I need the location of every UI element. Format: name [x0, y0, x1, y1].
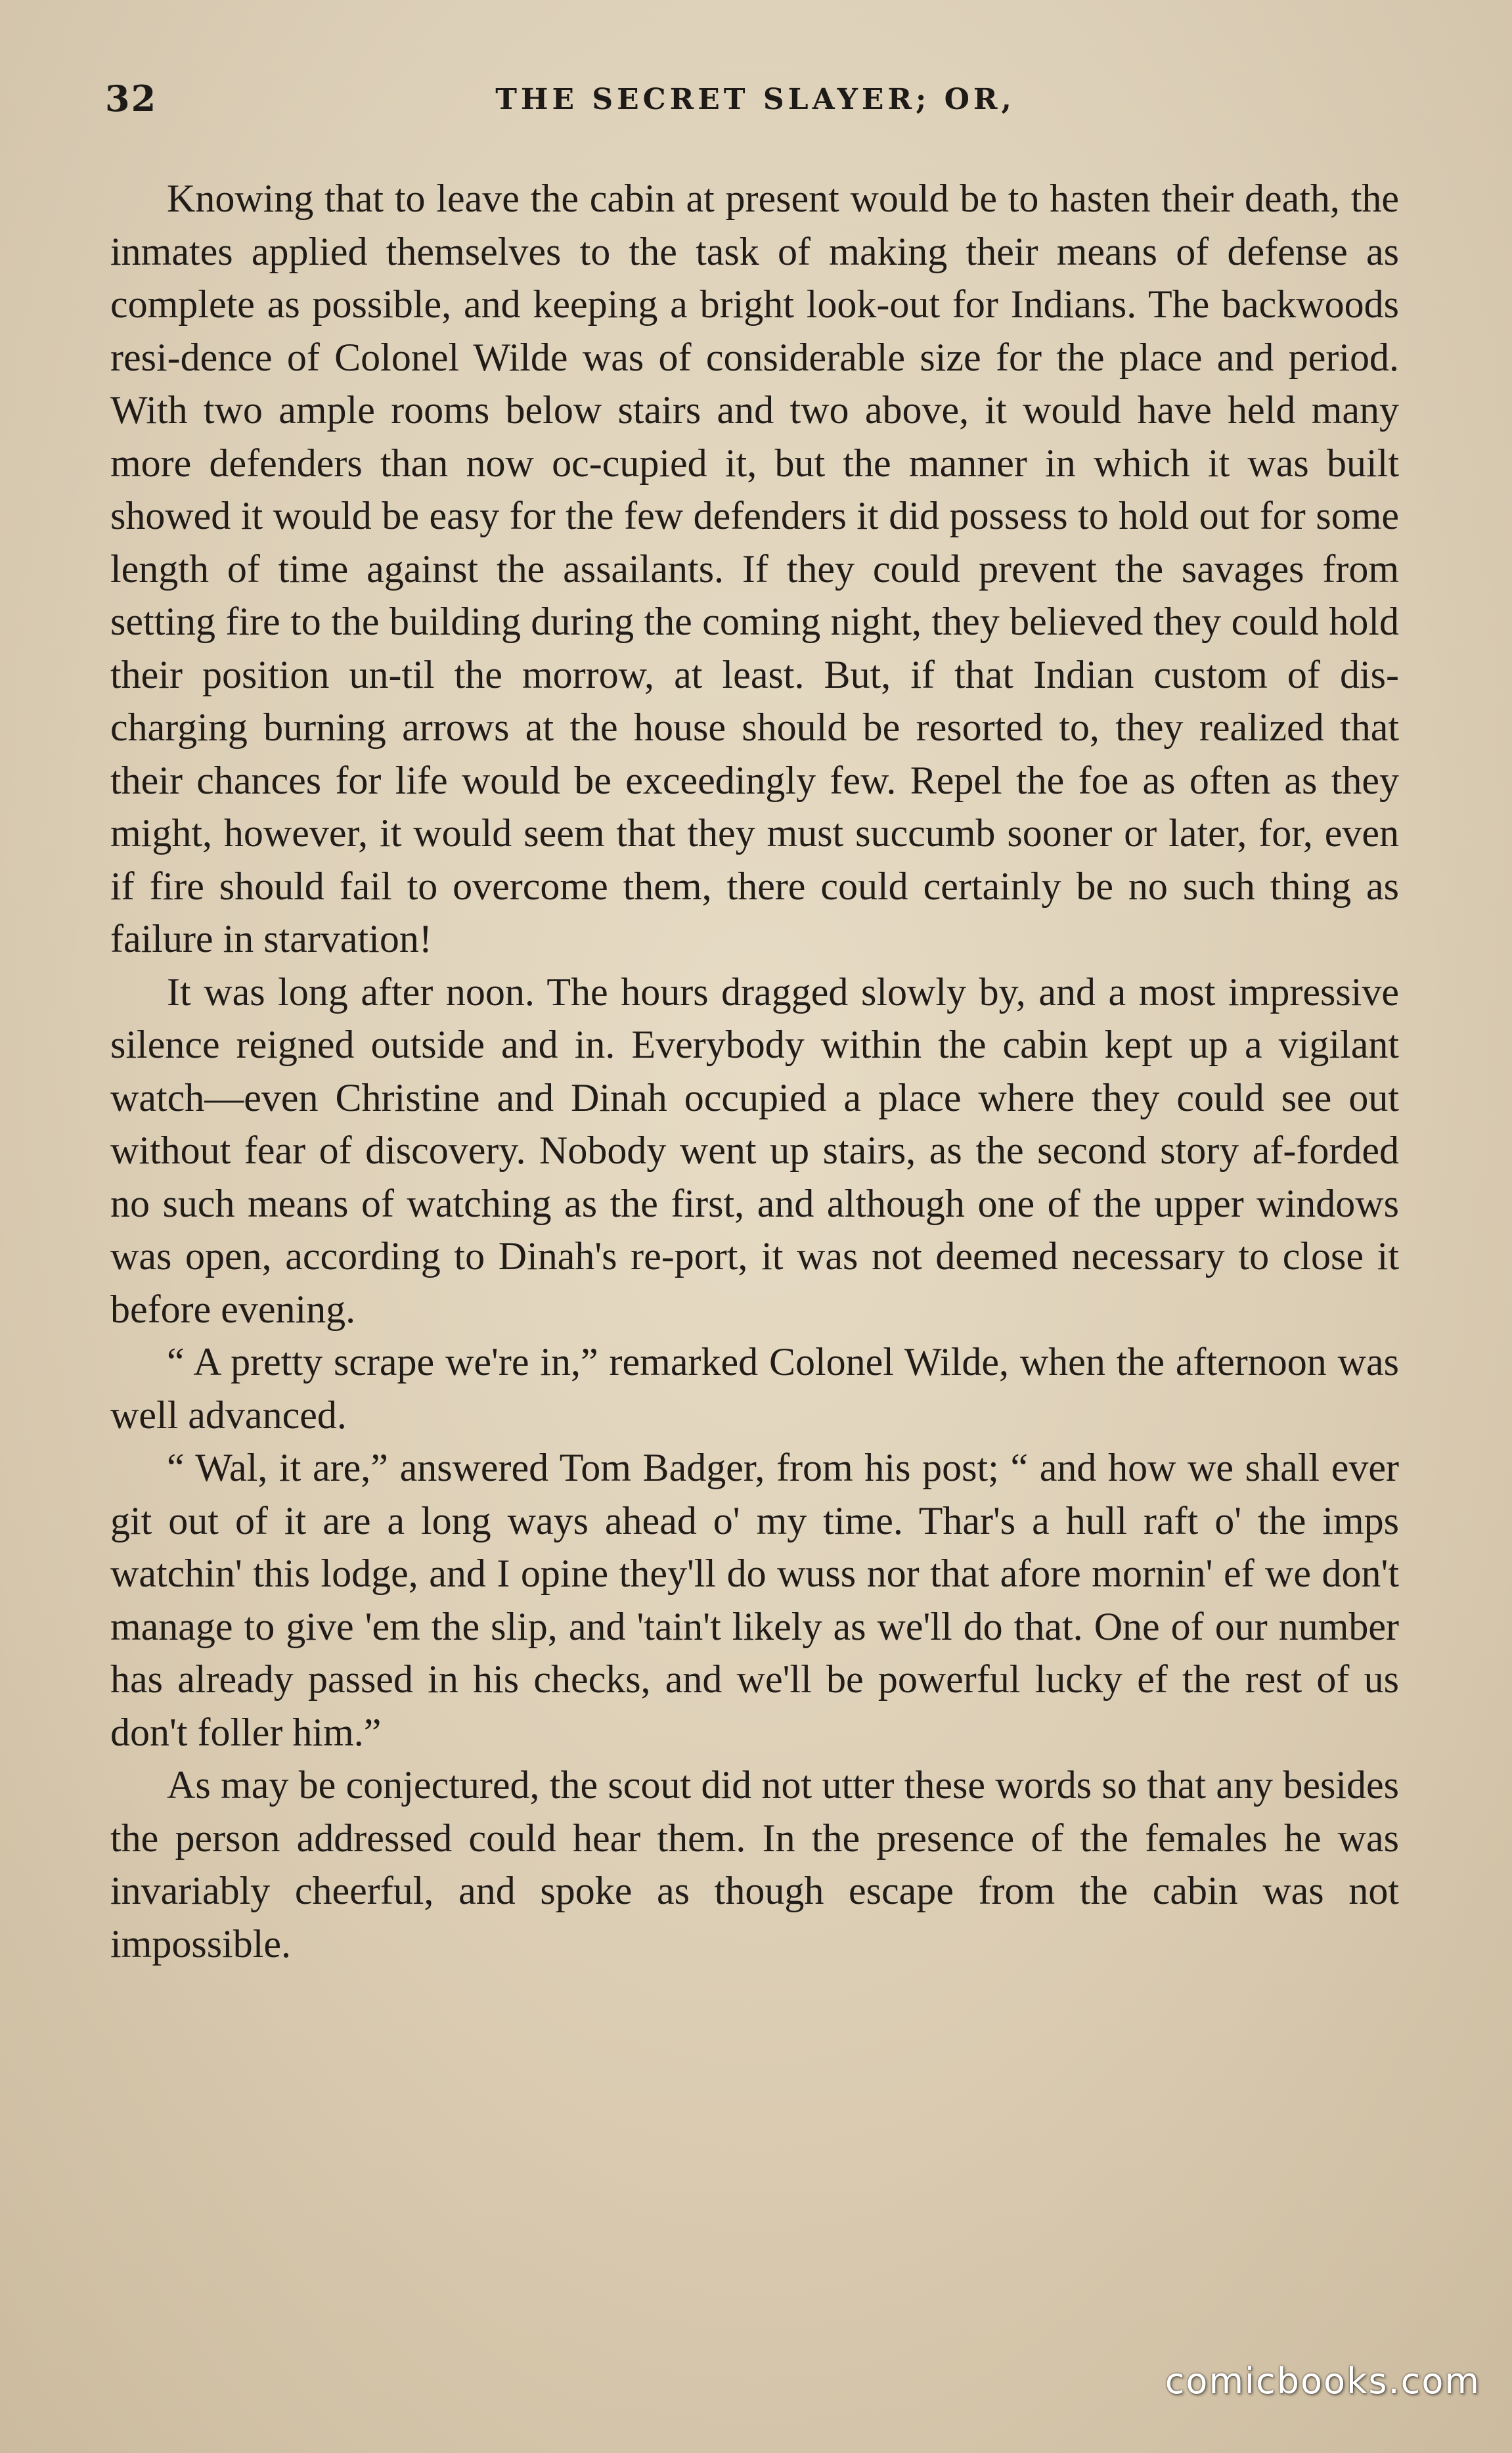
page-number: 32: [105, 78, 158, 120]
paragraph-5: As may be conjectured, the scout did not utter these words so that any besides the person addressed could hear them. In the presence of the females he was invariably cheerful, and spoke as though escape from the cabin was not impossible.: [110, 1763, 1399, 1966]
paragraph-3: “ A pretty scrape we're in,” remarked Colonel Wilde, when the afternoon was well advanced.: [110, 1340, 1399, 1437]
body-text: [110, 172, 1399, 1970]
paragraph-1: Knowing that to leave the cabin at present would be to hasten their death, the inmates applied themselves to the task of making their means of defense as complete as possible, and keeping a bright look-out for Indians. The backwoods resi-dence of Colonel Wilde was of considerable size for the place and period. With two ample rooms below stairs and two above, it would have held many more defenders than now oc-cupied it, but the manner in which it was built showed it would be easy for the few defenders it did possess to hold out for some length of time against the assailants. If they could prevent the savages from setting fire to the building during the coming night, they believed they could hold their position un-til the morrow, at least. But, if that Indian custom of dis-charging burning arrows at the house should be resorted to, they realized that their chances for life would be exceedingly few. Repel the foe as often as they might, however, it would seem that they must succumb sooner or later, for, even if fire should fail to overcome them, there could certainly be no such thing as failure in starvation!: [110, 177, 1399, 960]
paragraph-4: “ Wal, it are,” answered Tom Badger, from his post; “ and how we shall ever git out of it are a long ways ahead o' my time. Thar's a hull raft o' the imps watchin' this lodge, and I opine they'll do wuss nor that afore mornin' ef we don't manage to give 'em the slip, and 'tain't likely as we'll do that. One of our number has already passed in his checks, and we'll be powerful lucky ef the rest of us don't foller him.”: [110, 1446, 1399, 1754]
watermark: comicbooks.com: [1165, 2360, 1480, 2402]
paragraph-2: It was long after noon. The hours dragged slowly by, and a most impressive silence reigned outside and in. Everybody within the cabin kept up a vigilant watch—even Christine and Dinah occupied a place where they could see out without fear of discovery. Nobody went up stairs, as the second story af-forded no such means of watching as the first, and although one of the upper windows was open, according to Dinah's re-port, it was not deemed necessary to close it before evening.: [110, 970, 1399, 1331]
page-header: [105, 78, 1406, 130]
running-head: THE SECRET SLAYER; OR,: [495, 83, 1015, 116]
